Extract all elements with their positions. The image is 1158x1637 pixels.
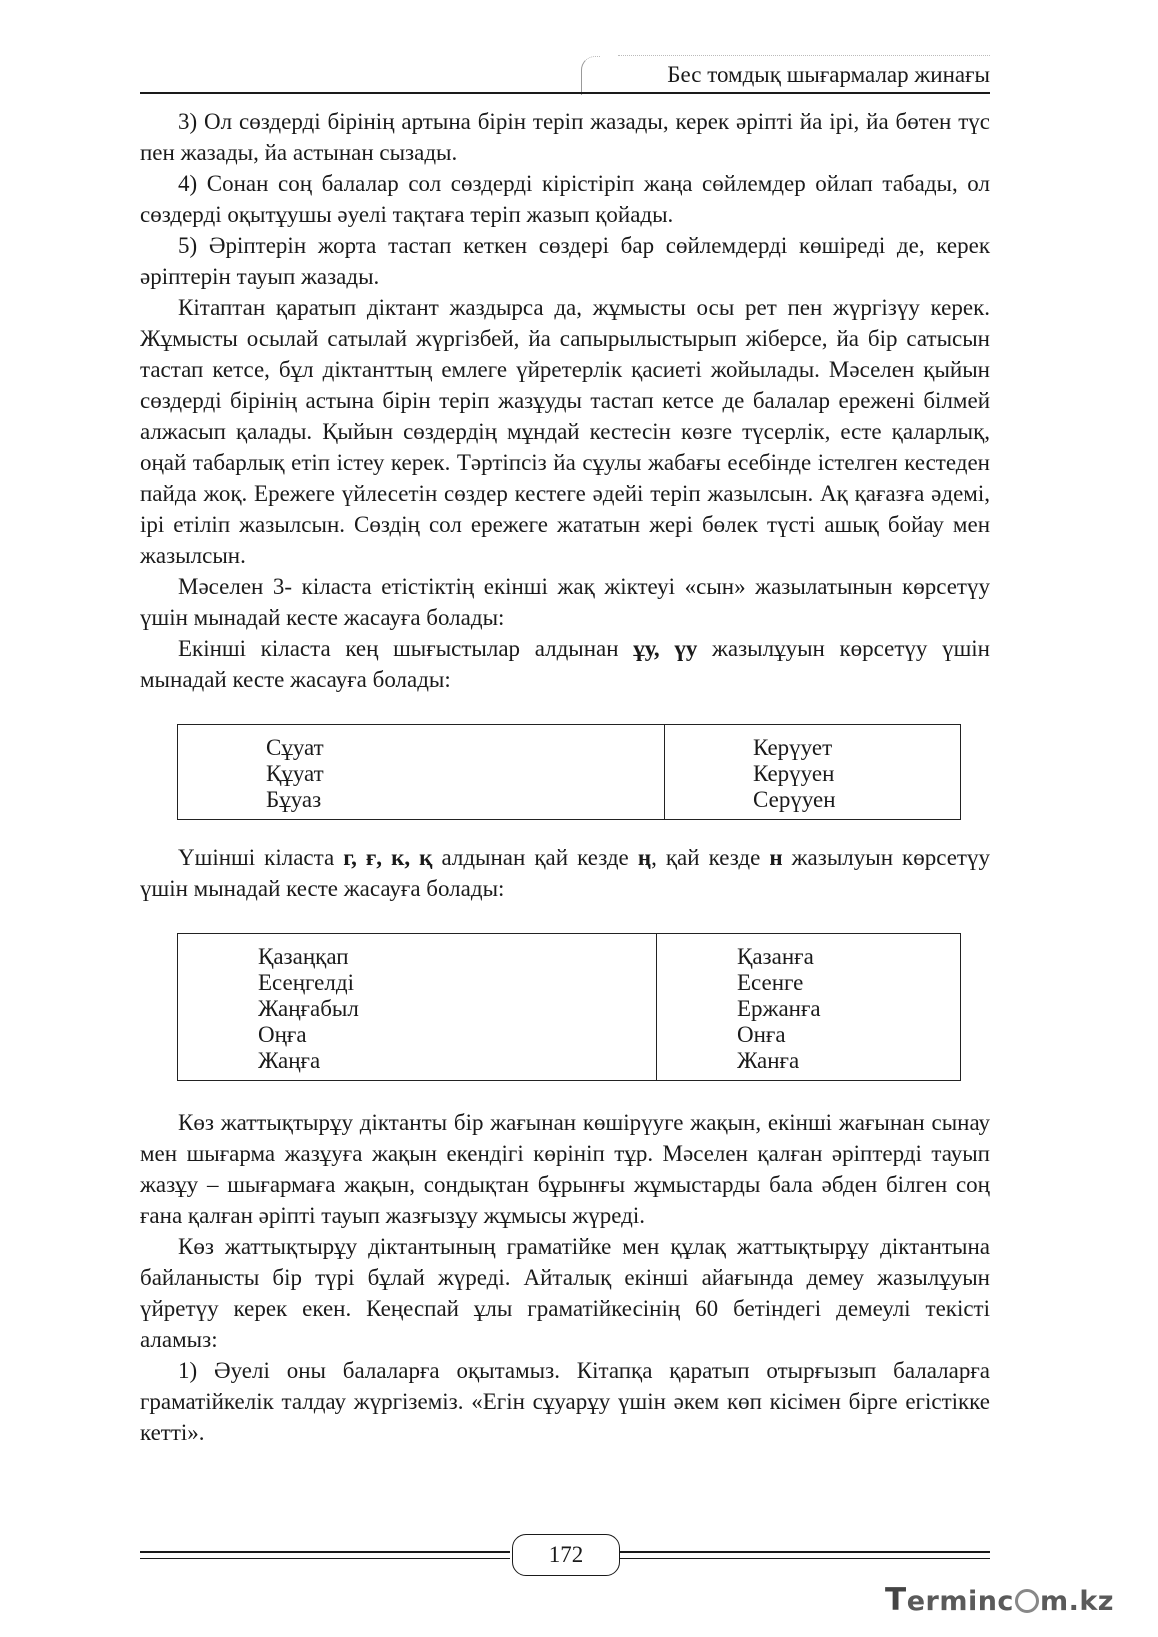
table-word: Қазанға <box>737 944 814 969</box>
bold-letters: н <box>769 845 783 870</box>
paragraph: 5) Әріптерін жорта тастап кеткен сөздері бар сөйлемдерді көшіреді де, керек әріптерін тауып жазады. <box>140 233 990 289</box>
paragraph: 1) Әуелі оны балаларға оқытамыз. Кітапқа қаратып отырғызып балаларға граматійкелік талдау жүргіземіз. «Егін сұуарұу үшін әкем көп кісімен бірге егістікке кетті». <box>140 1358 990 1445</box>
running-header <box>140 52 990 94</box>
table-word: Сұуат <box>266 735 324 760</box>
table-word: Жаңға <box>258 1048 321 1073</box>
header-rule <box>140 92 990 94</box>
page-number: 172 <box>512 1534 620 1576</box>
footer-rule <box>140 1551 510 1553</box>
paragraph: Көз жаттықтырұу діктантының граматійке мен құлақ жаттықтырұу діктантына байланысты бір түрі бұлай жүреді. Айталық екінші айағында демеу жазылұуын үйретүу керек екен. Кеңеспай ұлы граматійкесінің 60 бетіндегі демеулі текісті аламыз: <box>140 1234 990 1352</box>
table-cell-left <box>178 725 665 820</box>
site-watermark <box>885 1582 1114 1618</box>
text-span: жазылуын көрсетүу үшін мынадай кесте жасауға болады: <box>140 845 990 901</box>
table-word: Оңға <box>258 1022 307 1047</box>
paragraph: Көз жаттықтырұу діктанты бір жағынан көшірүуге жақын, екінші жағынан сынау мен шығарма жазұуға жақын екендігі көрініп тұр. Мәселен қалған әріптерді тауып жазұу – шығармаға жақын, сондықтан бұрынғы жұмыстарды бала әбден білген соң ғана қалған әріпті тауып жазғызұу жұмысы жүреді. <box>140 1110 990 1228</box>
bold-letters: г, ғ, к, қ <box>343 845 433 870</box>
footer-rule <box>140 1558 510 1559</box>
paragraph: Кітаптан қаратып діктант жаздырса да, жұмысты осы рет пен жүргізүу керек. Жұмысты осылай сатылай жүргізбей, йа сапырылыстырып жіберсе, йа бір сатысын тастап кетсе, бұл діктанттың емлеге үйретерлік қасиеті жойылады. Мәселен қыйын сөздерді бірінің астына бірін теріп жазұуды тастап кетсе де балалар ережені білмей алжасып қалады. Қыйын сөздердің мұндай кестесін көзге түсерлік, есте қаларлық, оңай табарлық етіп істеу керек. Тәртіпсіз йа сұулы жабағы есебінде істелген кестеден пайда жоқ. Ережеге үйлесетін сөздер кестеге әдейі теріп жазылсын. Ақ қағазға әдемі, ірі етіліп жазылсын. Сөздің сол ережеге жататын жері бөлек түсті ашық бойау мен жазылсын. <box>140 295 990 568</box>
magnifier-icon <box>1015 1589 1039 1613</box>
text-span: жазылұуын көрсетүу үшін мынадай кесте жасауға болады: <box>140 636 990 692</box>
table-word: Серүуен <box>753 787 836 812</box>
paragraph: Мәселен 3- кіласта етістіктің екінші жақ жіктеуі «сын» жазылатынын көрсетүу үшін мынадай кесте жасауға болады: <box>140 574 990 630</box>
header-title: Бес томдық шығармалар жинағы <box>667 62 990 87</box>
table-word: Құуат <box>266 761 324 786</box>
table-word: Ержанға <box>737 996 821 1021</box>
text-span: алдынан қай кезде <box>432 845 638 870</box>
paragraph: 3) Ол сөздерді бірінің артына бірін теріп жазады, керек әріпті йа ірі, йа бөтен түс пен жазады, йа астынан сызады. <box>140 109 990 165</box>
table-word: Онға <box>737 1022 786 1047</box>
table-word: Керүуен <box>753 761 835 786</box>
bold-letters: ң <box>637 845 652 870</box>
table-cell-right <box>665 725 961 820</box>
paragraph-ng <box>140 842 990 904</box>
bold-letters: ұу, үу <box>633 636 698 661</box>
table-word: Есеңгелді <box>258 970 354 995</box>
paragraph-uu <box>140 633 990 695</box>
text-span: , қай кезде <box>651 845 770 870</box>
watermark-letter: T <box>885 1582 907 1618</box>
table-word: Бұуаз <box>266 787 322 812</box>
table-word: Есенге <box>737 970 804 995</box>
word-table-ng <box>177 933 961 1081</box>
table-word: Қазаңқап <box>258 944 349 969</box>
watermark-text: erminc <box>906 1586 1014 1617</box>
word-table-uu <box>177 724 961 820</box>
header-dotted-line <box>618 55 990 56</box>
page-footer <box>140 1534 990 1582</box>
footer-rule <box>620 1551 990 1553</box>
text-span: Үшінші кіласта <box>178 845 344 870</box>
text-span: Екінші кіласта кең шығыстылар алдынан <box>178 636 634 661</box>
body-text <box>140 106 990 1448</box>
table-word: Керүует <box>753 735 833 760</box>
footer-rule <box>620 1558 990 1559</box>
table-cell-left <box>178 934 657 1081</box>
table-word: Жаңғабыл <box>258 996 359 1021</box>
watermark-text: m.kz <box>1039 1586 1114 1617</box>
table-cell-right <box>657 934 961 1081</box>
table-word: Жанға <box>737 1048 800 1073</box>
header-ornament <box>581 56 600 95</box>
paragraph: 4) Сонан соң балалар сол сөздерді кірістіріп жаңа сөйлемдер ойлап табады, ол сөздерді оқытұушы әуелі тақтаға теріп жазып қойады. <box>140 171 990 227</box>
